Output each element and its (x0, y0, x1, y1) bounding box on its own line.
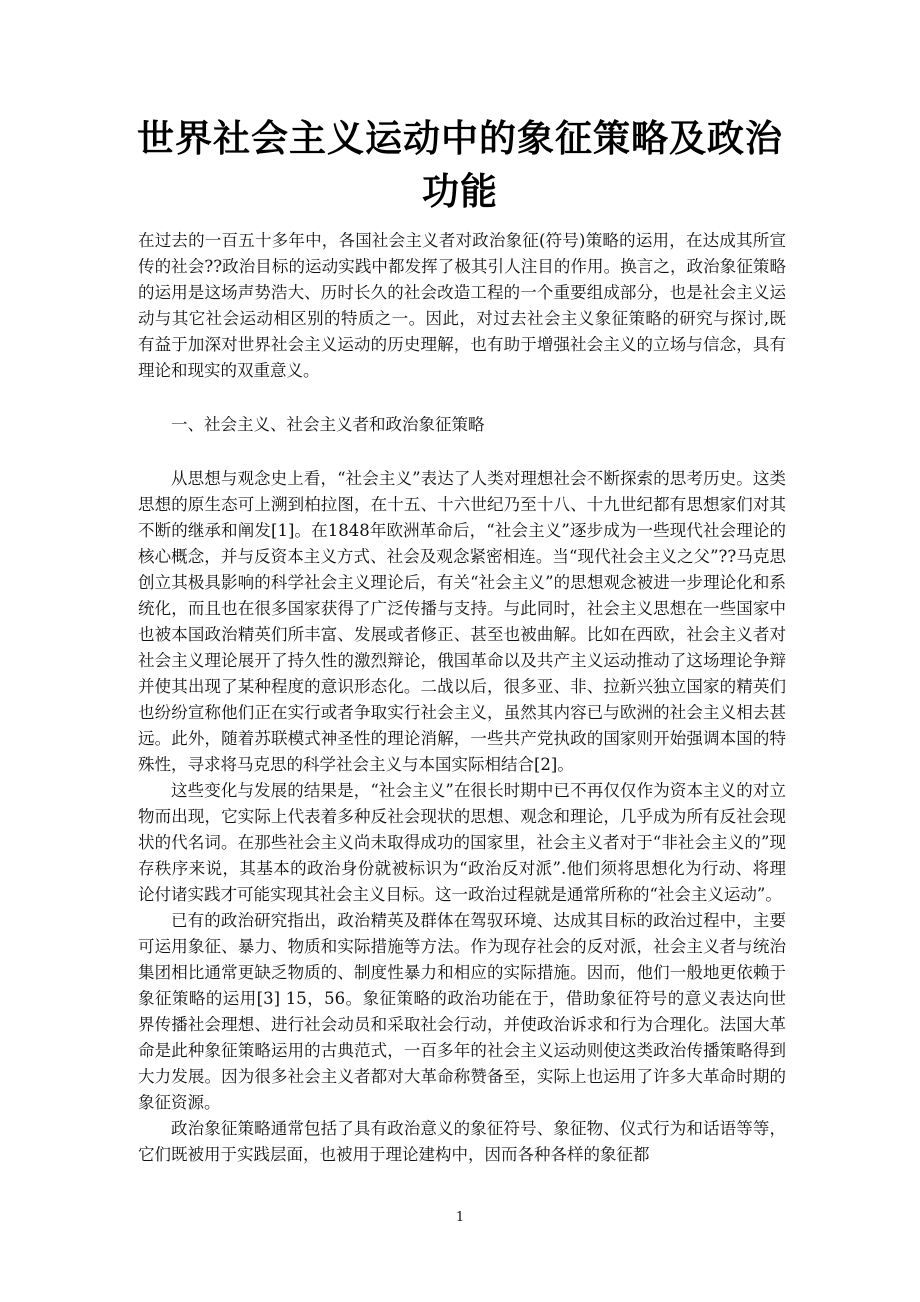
body-paragraph: 这些变化与发展的结果是，“社会主义”在很长时期中已不再仅仅作为资本主义的对立物而出现，它实际上代表着多种反社会现状的思想、观念和理论，几乎成为所有反社会现状的代名词。在那些社会主义尚未取得成功的国家里，社会主义者对于“非社会主义的”现存秩序来说，其基本的政治身份就被标识为“政治反对派”.他们须将思想化为行动、将理论付诸实践才可能实现其社会主义目标。这一政治过程就是通常所称的“社会主义运动”。 (138, 781, 786, 904)
body-paragraph: 政治象征策略通常包括了具有政治意义的象征符号、象征物、仪式行为和话语等等，它们既被用于实践层面，也被用于理论建构中，因而各种各样的象征都 (138, 1119, 786, 1164)
document-body (138, 228, 786, 1168)
intro-paragraph: 在过去的一百五十多年中，各国社会主义者对政治象征(符号)策略的运用，在达成其所宣传的社会??政治目标的运动实践中都发挥了极其引人注目的作用。换言之，政治象征策略的运用是这场声势浩大、历时长久的社会改造工程的一个重要组成部分，也是社会主义运动与其它社会运动相区别的特质之一。因此，对过去社会主义象征策略的研究与探讨,既有益于加深对世界社会主义运动的历史理解，也有助于增强社会主义的立场与信念，具有理论和现实的双重意义。 (138, 231, 786, 380)
section-heading: 一、社会主义、社会主义者和政治象征策略 (171, 415, 485, 434)
document-title: 世界社会主义运动中的象征策略及政治功能 (137, 117, 783, 213)
page-number: 1 (455, 1210, 465, 1225)
body-paragraph: 从思想与观念史上看，“社会主义”表达了人类对理想社会不断探索的思考历史。这类思想的原生态可上溯到柏拉图，在十五、十六世纪乃至十八、十九世纪都有思想家们对其不断的继承和阐发[1]。在1848年欧洲革命后，“社会主义”逐步成为一些现代社会理论的核心概念，并与反资本主义方式、社会及观念紧密相连。当“现代社会主义之父”??马克思创立其极具影响的科学社会主义理论后，有关“社会主义”的思想观念被进一步理论化和系统化，而且也在很多国家获得了广泛传播与支持。与此同时，社会主义思想在一些国家中也被本国政治精英们所丰富、发展或者修正、甚至也被曲解。比如在西欧，社会主义者对社会主义理论展开了持久性的激烈辩论，俄国革命以及共产主义运动推动了这场理论争辩并使其出现了某种程度的意识形态化。二战以后，很多亚、非、拉新兴独立国家的精英们也纷纷宣称他们正在实行或者争取实行社会主义，虽然其内容已与欧洲的社会主义相去甚远。此外，随着苏联模式神圣性的理论消解，一些共产党执政的国家则开始强调本国的特殊性，寻求将马克思的科学社会主义与本国实际相结合[2]。 (138, 469, 786, 774)
body-paragraph: 已有的政治研究指出，政治精英及群体在驾驭环境、达成其目标的政治过程中，主要可运用象征、暴力、物质和实际措施等方法。作为现存社会的反对派，社会主义者与统治集团相比通常更缺乏物质的、制度性暴力和相应的实际措施。因而，他们一般地更依赖于象征策略的运用[3] 15，56。象征策略的政治功能在于，借助象征符号的意义表达向世界传播社会理想、进行社会动员和采取社会行动，并使政治诉求和行为合理化。法国大革命是此种象征策略运用的古典范式，一百多年的社会主义运动则使这类政治传播策略得到大力发展。因为很多社会主义者都对大革命称赞备至，实际上也运用了许多大革命时期的象征资源。 (138, 911, 786, 1112)
